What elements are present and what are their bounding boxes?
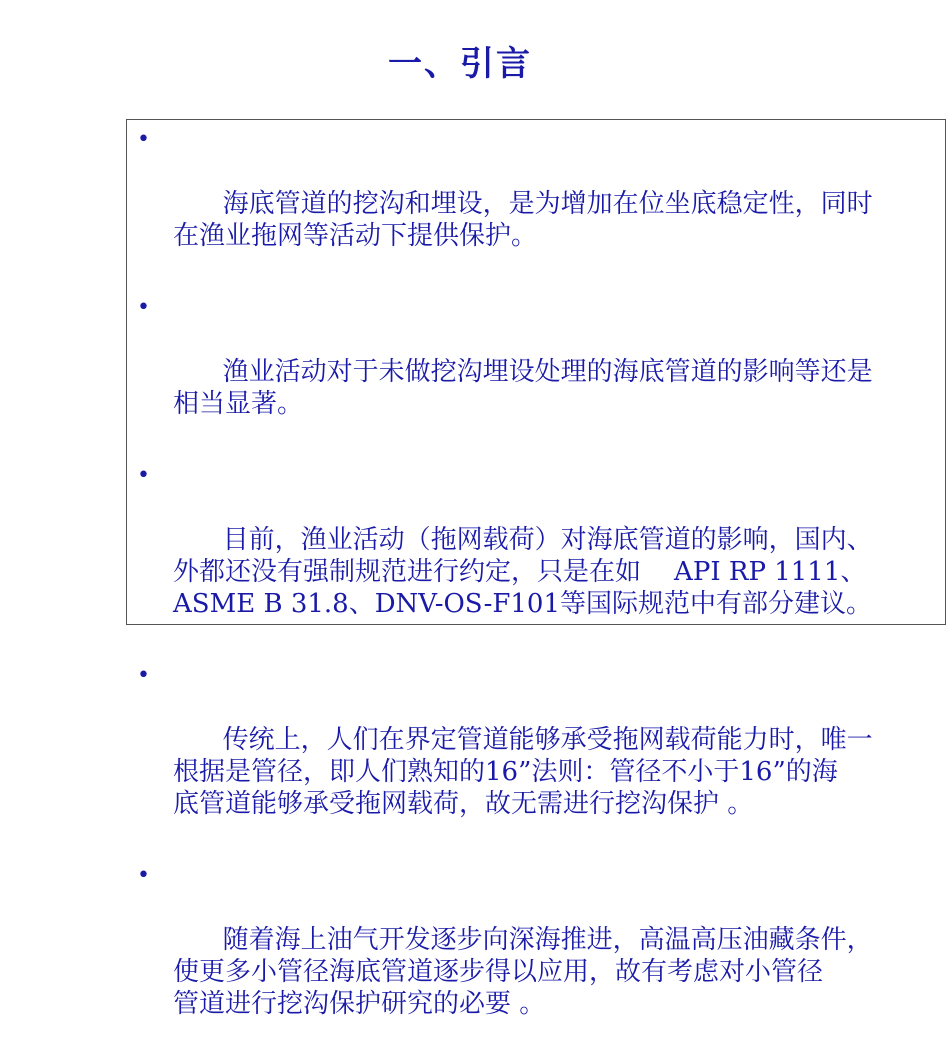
- slide-title: 一、引言: [388, 44, 532, 84]
- bullet-text: 传统上，人们在界定管道能够承受拖网载荷能力时，唯一 根据是管径，即人们熟知的16”法则：管径不小于16”的海 底管道能够承受拖网载荷，故无需进行挖沟保护 。: [173, 725, 873, 819]
- bullet-dot-icon: •: [137, 863, 150, 888]
- bullet-item: [127, 292, 927, 452]
- bullet-text: 渔业活动对于未做挖沟埋设处理的海底管道的影响等还是 相当显著。: [173, 357, 873, 419]
- bullet-dot-icon: •: [137, 295, 150, 320]
- bullet-text: 随着海上油气开发逐步向深海推进，高温高压油藏条件， 使更多小管径海底管道逐步得以应用，故有考虑对小管径 管道进行挖沟保护研究的必要 。: [173, 925, 873, 1019]
- bullet-item: [127, 860, 927, 1052]
- bullet-dot-icon: •: [137, 663, 150, 688]
- content-box: [126, 119, 946, 1019]
- bullet-item: [127, 660, 927, 852]
- bullet-item: [127, 124, 927, 284]
- bullet-dot-icon: •: [137, 127, 150, 152]
- bullet-list: [127, 124, 927, 1060]
- bullet-text: 海底管道的挖沟和埋设，是为增加在位坐底稳定性，同时 在渔业拖网等活动下提供保护。: [173, 189, 873, 251]
- bullet-dot-icon: •: [137, 463, 150, 488]
- bullet-text: 目前，渔业活动（拖网载荷）对海底管道的影响，国内、 外都还没有强制规范进行约定，只是在如 API RP 1111、 ASME B 31.8、DNV-OS-F101等国际规范中有部分建议。: [173, 525, 873, 619]
- bullet-item: [127, 460, 927, 652]
